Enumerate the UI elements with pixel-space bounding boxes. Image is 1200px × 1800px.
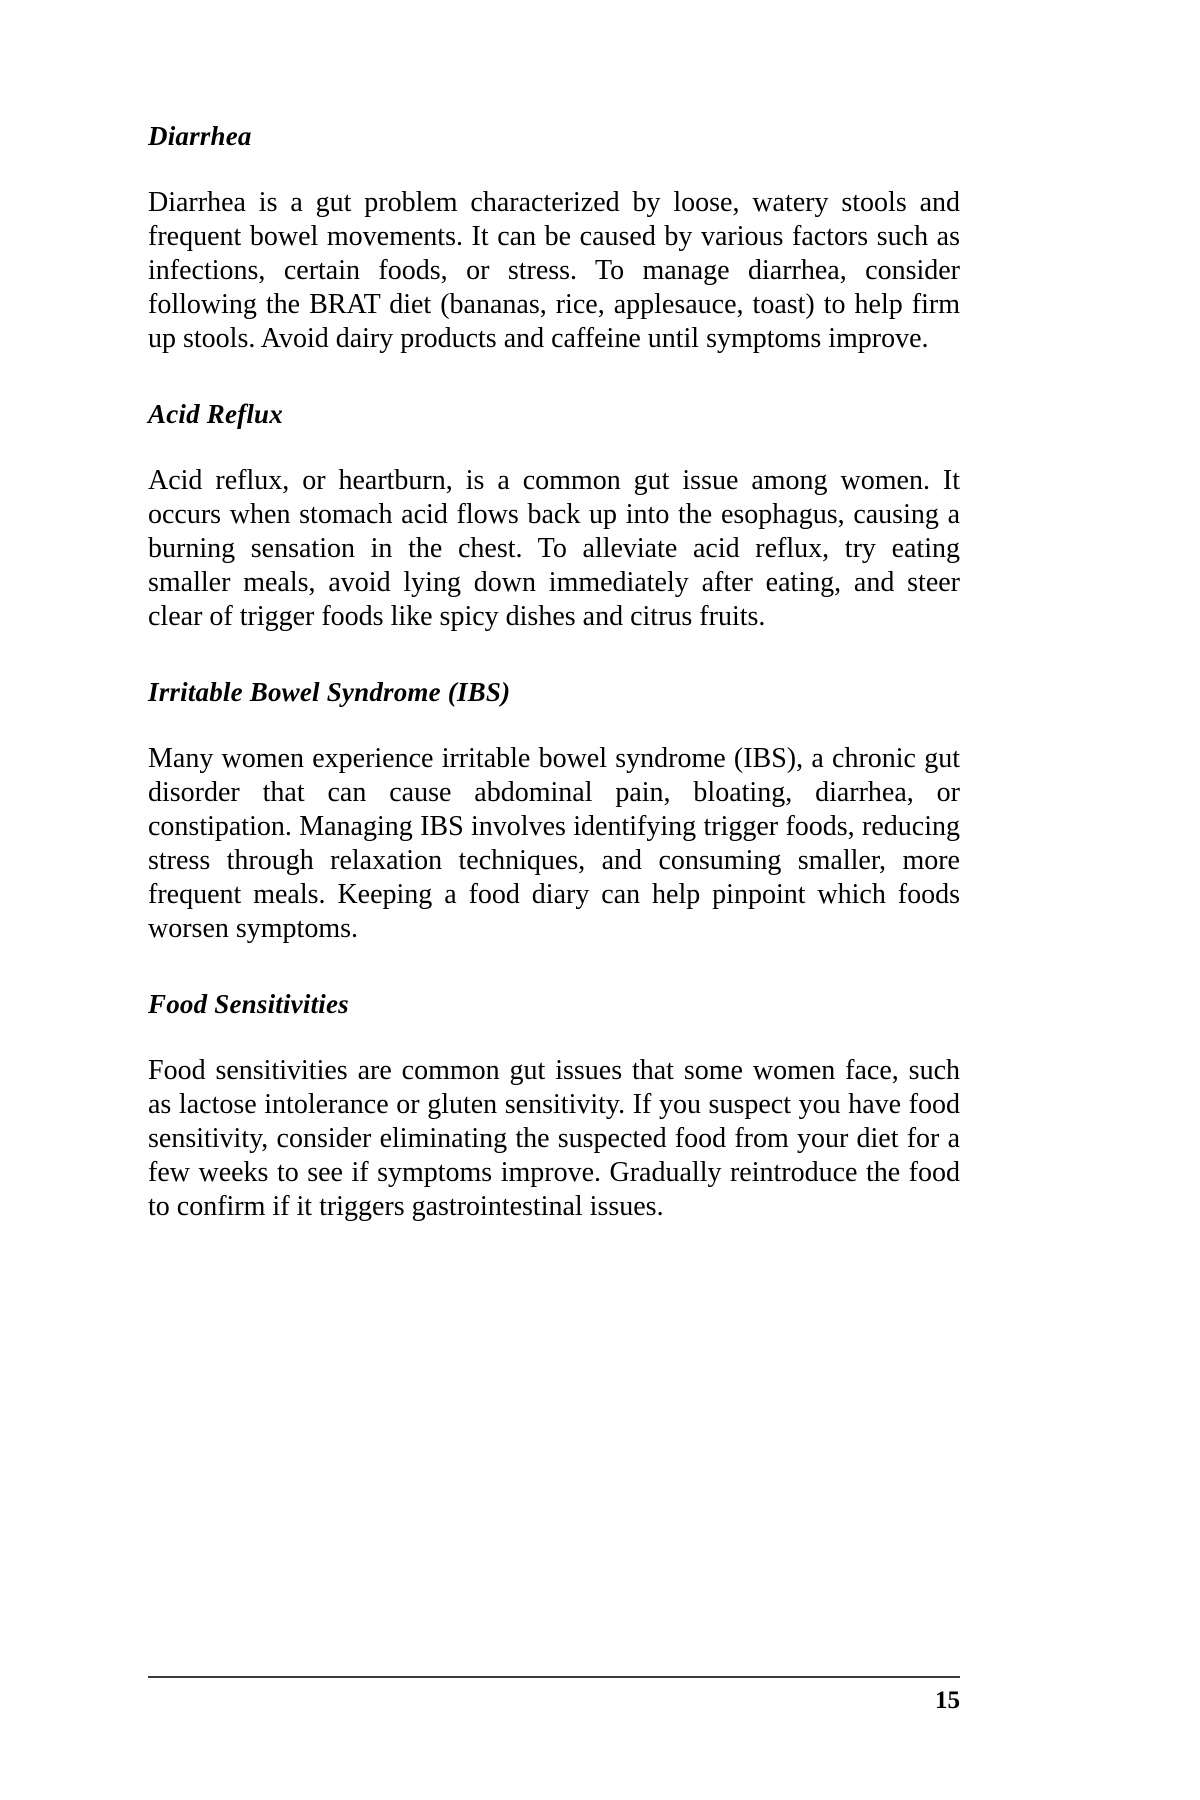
spacer (148, 708, 960, 742)
section-body-diarrhea: Diarrhea is a gut problem characterized by loose, watery stools and frequent bowel movements. It can be caused by various factors such as infections, certain foods, or stress. To manage diarrhea, consider following the BRAT diet (bananas, rice, applesauce, toast) to help firm up stools. Avoid dairy products and caffeine until symptoms improve. (148, 187, 960, 354)
spacer (148, 1020, 960, 1054)
spacer (148, 356, 960, 398)
spacer (148, 152, 960, 186)
section-heading-ibs: Irritable Bowel Syndrome (IBS) (148, 677, 511, 707)
page-content (148, 120, 960, 1224)
section-heading-diarrhea: Diarrhea (148, 121, 252, 151)
section-body-acid-reflux: Acid reflux, or heartburn, is a common gut issue among women. It occurs when stomach acid flows back up into the esophagus, causing a burning sensation in the chest. To alleviate acid reflux, try eating smaller meals, avoid lying down immediately after eating, and steer clear of trigger foods like spicy dishes and citrus fruits. (148, 465, 960, 632)
section-heading-acid-reflux: Acid Reflux (148, 399, 283, 429)
section-body-ibs: Many women experience irritable bowel syndrome (IBS), a chronic gut disorder that can cause abdominal pain, bloating, diarrhea, or constipation. Managing IBS involves identifying trigger foods, reducing stress through relaxation techniques, and consuming smaller, more frequent meals. Keeping a food diary can help pinpoint which foods worsen symptoms. (148, 743, 960, 944)
spacer (148, 430, 960, 464)
spacer (148, 634, 960, 676)
page-number: 15 (935, 1687, 960, 1714)
spacer (148, 946, 960, 988)
section-heading-food-sensitivities: Food Sensitivities (148, 989, 349, 1019)
section-body-food-sensitivities: Food sensitivities are common gut issues that some women face, such as lactose intolerance or gluten sensitivity. If you suspect you have food sensitivity, consider eliminating the suspected food from your diet for a few weeks to see if symptoms improve. Gradually reintroduce the food to confirm if it triggers gastrointestinal issues. (148, 1055, 960, 1222)
footer-divider (148, 1676, 960, 1678)
